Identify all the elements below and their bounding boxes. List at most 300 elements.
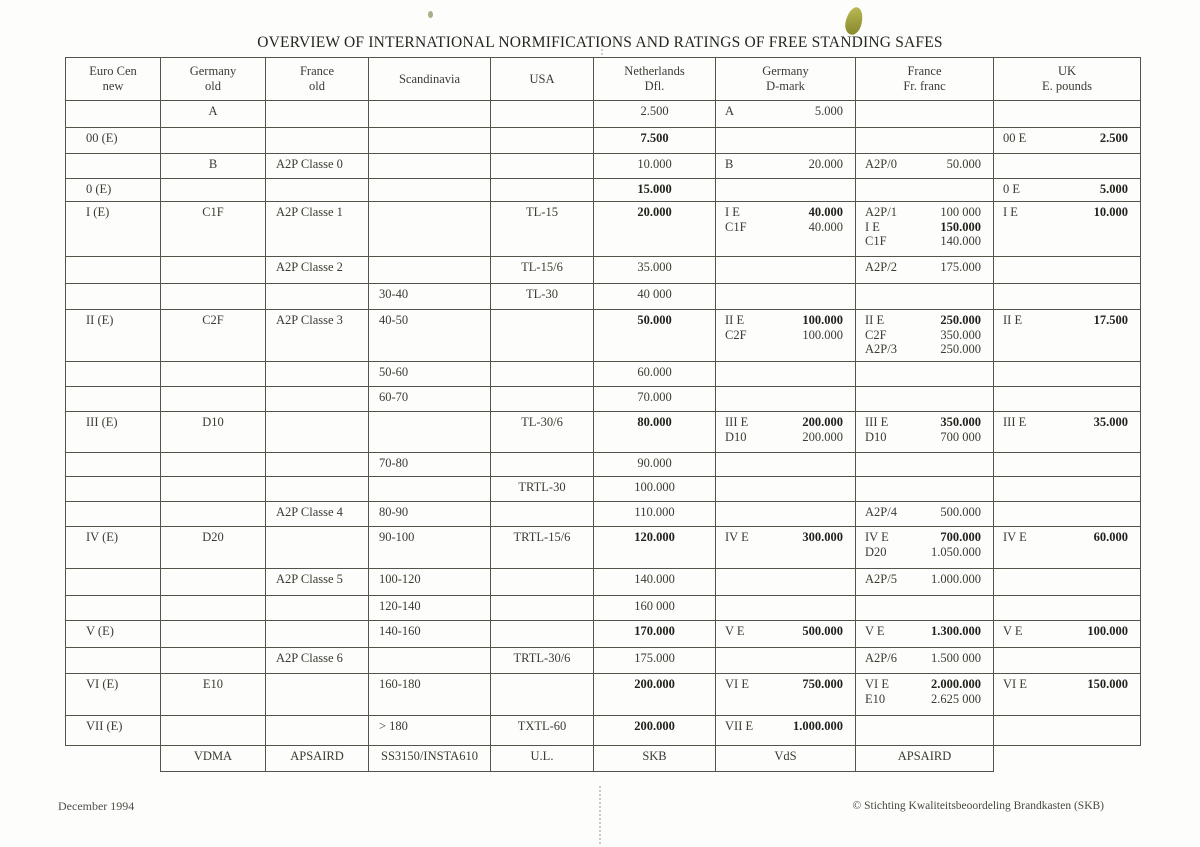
table-cell (369, 527, 491, 569)
column-header-line1: Germany (189, 64, 237, 78)
pair-key: D10 (865, 429, 887, 444)
pair-value: 350.000 (940, 415, 981, 429)
pair-key: VI E (865, 677, 889, 691)
table-cell (369, 569, 491, 596)
cell-text: C2F (202, 313, 224, 327)
table-cell (994, 621, 1141, 648)
pair-key: D20 (865, 544, 887, 559)
table-cell (856, 716, 994, 746)
table-cell (66, 257, 161, 284)
pair-key: IV E (725, 530, 749, 544)
table-cell (716, 621, 856, 648)
table-cell (594, 477, 716, 502)
table-cell (994, 154, 1141, 179)
cell-text: III (E) (86, 415, 118, 429)
table-row (66, 569, 1141, 596)
pair-value: 2.500 (1099, 131, 1128, 145)
table-cell (266, 648, 369, 674)
table-cell (161, 362, 266, 387)
table-cell (369, 179, 491, 202)
pair-value: 5.000 (814, 104, 843, 118)
table-cell (161, 453, 266, 477)
table-cell (66, 648, 161, 674)
column-header (369, 58, 491, 101)
column-header-line1: France (907, 64, 942, 78)
table-cell (856, 154, 994, 179)
pair-key: II E (725, 313, 745, 327)
table-cell (594, 310, 716, 362)
pair-key: A2P/4 (865, 505, 897, 519)
table-cell (66, 453, 161, 477)
column-header-line1: UK (1057, 64, 1077, 78)
table-row (66, 412, 1141, 453)
table-cell (856, 527, 994, 569)
pair-line (725, 677, 843, 692)
table-cell (716, 257, 856, 284)
table-cell (856, 310, 994, 362)
cell-text: 40 000 (637, 287, 672, 301)
table-cell (594, 621, 716, 648)
table-cell (369, 453, 491, 477)
cell-text: U.L. (530, 749, 554, 763)
pair-line (865, 677, 981, 692)
pair-line (1003, 182, 1128, 197)
cell-text: IV (E) (86, 530, 119, 544)
column-header (716, 58, 856, 101)
table-cell (594, 179, 716, 202)
cell-text: D10 (202, 415, 224, 429)
pair-line (865, 415, 981, 430)
table-cell (594, 101, 716, 128)
table-cell (491, 674, 594, 716)
table-cell (161, 412, 266, 453)
table-row (66, 477, 1141, 502)
pair-line (865, 530, 981, 545)
table-cell (491, 154, 594, 179)
table-cell (161, 477, 266, 502)
table-cell (716, 716, 856, 746)
pair-line (865, 234, 981, 249)
cell-text: 90.000 (637, 456, 672, 470)
cell-text: 15.000 (637, 182, 672, 196)
table-cell (491, 477, 594, 502)
cell-text: > 180 (379, 719, 408, 733)
column-header-line1: USA (529, 71, 555, 86)
pair-value: 5.000 (1099, 182, 1128, 196)
page-title: OVERVIEW OF INTERNATIONAL NORMIFICATIONS AND RATINGS OF FREE STANDING SAFES (257, 34, 943, 51)
pair-key: IV E (865, 530, 889, 544)
table-row (66, 746, 1141, 772)
cell-text: VDMA (193, 749, 233, 763)
pair-key: II E (1003, 313, 1023, 327)
pair-line (1003, 530, 1128, 545)
table-cell (716, 453, 856, 477)
table-cell (266, 154, 369, 179)
table-cell (716, 674, 856, 716)
table-cell (266, 716, 369, 746)
table-row (66, 648, 1141, 674)
column-header-line1: Euro Cen (89, 64, 137, 78)
table-cell (66, 502, 161, 527)
pair-line (865, 328, 981, 343)
footer-date: December 1994 (58, 799, 135, 813)
pair-key: C2F (865, 327, 887, 342)
column-header (994, 58, 1141, 101)
table-row (66, 362, 1141, 387)
table-cell (161, 746, 266, 772)
table-cell (369, 310, 491, 362)
table-row (66, 154, 1141, 179)
cell-text: A2P Classe 5 (276, 572, 343, 586)
pair-value: 150.000 (940, 219, 981, 234)
table-cell (491, 453, 594, 477)
pair-line (725, 328, 843, 343)
table-cell (594, 128, 716, 154)
pair-key: A (725, 104, 735, 118)
table-cell (994, 310, 1141, 362)
header-row (66, 58, 1141, 101)
table-cell (266, 674, 369, 716)
table-cell (369, 362, 491, 387)
pair-key: VII E (725, 719, 754, 733)
table-cell (66, 716, 161, 746)
table-cell (266, 477, 369, 502)
column-header-line2: Dfl. (644, 79, 665, 93)
table-cell (369, 257, 491, 284)
pair-line (865, 220, 981, 235)
cell-text: II (E) (86, 313, 114, 327)
table-cell (266, 128, 369, 154)
table-row (66, 596, 1141, 621)
table-cell (856, 412, 994, 453)
scan-crease-bottom (599, 786, 601, 844)
cell-text: TL-15/6 (521, 260, 563, 274)
pair-line (1003, 205, 1128, 220)
table-cell (856, 453, 994, 477)
table-cell (856, 202, 994, 257)
table-cell (994, 202, 1141, 257)
table-cell (594, 362, 716, 387)
table-cell (716, 101, 856, 128)
table-cell (161, 674, 266, 716)
cell-text: 2.500 (640, 104, 669, 118)
table-cell (369, 596, 491, 621)
table-cell (716, 596, 856, 621)
cell-text: 100-120 (379, 572, 421, 586)
pair-line (865, 572, 981, 587)
table-cell (491, 716, 594, 746)
pair-value: 350.000 (940, 327, 981, 342)
cell-text: 175.000 (634, 651, 675, 665)
cell-text: A (208, 104, 218, 118)
table-cell (266, 746, 369, 772)
column-header-line2: old (205, 79, 221, 93)
pair-value: 140.000 (940, 234, 981, 248)
pair-key: D10 (725, 429, 747, 444)
cell-text: 30-40 (379, 287, 409, 301)
pair-value: 60.000 (1093, 530, 1128, 544)
table-cell (594, 674, 716, 716)
cell-text: VI (E) (86, 677, 119, 691)
table-row (66, 502, 1141, 527)
cell-text: A2P Classe 1 (276, 205, 343, 219)
pair-value: 250.000 (940, 342, 981, 356)
pair-line (725, 205, 843, 220)
pair-key: V E (865, 624, 885, 638)
cell-text: A2P Classe 2 (276, 260, 343, 274)
table-cell (66, 569, 161, 596)
table-cell (66, 310, 161, 362)
pair-line (865, 205, 981, 220)
pair-value: 100.000 (802, 327, 843, 342)
cell-text: 170.000 (634, 624, 675, 638)
table-row (66, 257, 1141, 284)
pair-line (725, 220, 843, 235)
table-cell (491, 202, 594, 257)
table-cell (66, 596, 161, 621)
cell-text: 200.000 (634, 719, 675, 733)
pair-key: III E (865, 415, 889, 429)
table-cell (994, 674, 1141, 716)
table-cell (266, 284, 369, 310)
table-cell (716, 746, 856, 772)
cell-text: A2P Classe 4 (276, 505, 343, 519)
table-cell (856, 387, 994, 412)
cell-text: APSAIRD (897, 749, 952, 763)
pair-key: VI E (725, 677, 749, 691)
table-cell (491, 179, 594, 202)
table-body (66, 101, 1141, 772)
table-cell (716, 412, 856, 453)
table-cell (594, 527, 716, 569)
column-header-line2: D-mark (766, 79, 805, 93)
pair-line (865, 313, 981, 328)
pair-line (725, 530, 843, 545)
table-cell (716, 154, 856, 179)
table-cell (594, 596, 716, 621)
table-cell (66, 477, 161, 502)
cell-text: A2P Classe 0 (276, 157, 343, 171)
cell-text: VdS (774, 749, 797, 763)
table-cell (266, 362, 369, 387)
table-cell (716, 648, 856, 674)
table-cell (369, 648, 491, 674)
pair-key: C1F (865, 234, 887, 248)
leaf-stain (843, 5, 865, 36)
pair-value: 2.625 000 (931, 691, 981, 706)
cell-text: A2P Classe 3 (276, 313, 343, 327)
table-row (66, 621, 1141, 648)
cell-text: 160 000 (634, 599, 675, 613)
pair-key: A2P/2 (865, 260, 897, 274)
pair-key: A2P/1 (865, 205, 897, 219)
table-cell (716, 310, 856, 362)
pair-value: 100 000 (940, 205, 981, 219)
pair-line (865, 342, 981, 357)
table-cell (161, 202, 266, 257)
table-cell (594, 746, 716, 772)
cell-text: APSAIRD (290, 749, 344, 763)
pair-key: A2P/5 (865, 572, 897, 586)
table-row (66, 453, 1141, 477)
pair-key: A2P/3 (865, 342, 897, 356)
column-header-line1: Netherlands (624, 64, 685, 78)
table-cell (161, 596, 266, 621)
table-cell (266, 453, 369, 477)
table-cell (161, 128, 266, 154)
table-cell (491, 621, 594, 648)
safes-table (65, 57, 1141, 772)
pair-value: 175.000 (940, 260, 981, 274)
table-cell (266, 527, 369, 569)
table-cell (594, 716, 716, 746)
table-cell (491, 284, 594, 310)
pair-key: VI E (1003, 677, 1027, 691)
table-cell (716, 477, 856, 502)
cell-text: SKB (642, 749, 667, 763)
pair-line (865, 260, 981, 275)
table-cell (856, 179, 994, 202)
pair-value: 500.000 (940, 505, 981, 519)
table-cell (716, 179, 856, 202)
cell-text: 120-140 (379, 599, 421, 613)
table-cell (66, 746, 161, 772)
table-cell (266, 179, 369, 202)
table-row (66, 284, 1141, 310)
cell-text: 00 (E) (86, 131, 118, 145)
table-cell (66, 284, 161, 310)
table-cell (594, 257, 716, 284)
table-cell (994, 128, 1141, 154)
cell-text: TXTL-60 (517, 719, 567, 733)
table-cell (716, 202, 856, 257)
column-header-line1: Scandinavia (398, 71, 461, 86)
cell-text: TL-30 (526, 287, 558, 301)
table-cell (161, 154, 266, 179)
table-cell (161, 310, 266, 362)
table-cell (66, 101, 161, 128)
table-cell (994, 716, 1141, 746)
table-cell (594, 569, 716, 596)
table-cell (994, 101, 1141, 128)
table-row (66, 527, 1141, 569)
pair-key: IV E (1003, 530, 1027, 544)
table-cell (369, 128, 491, 154)
table-cell (491, 502, 594, 527)
pair-value: 20.000 (808, 157, 843, 171)
cell-text: B (208, 157, 218, 171)
pair-key: 00 E (1003, 131, 1027, 145)
cell-text: 20.000 (637, 205, 672, 219)
cell-text: 90-100 (379, 530, 415, 544)
cell-text: A2P Classe 6 (276, 651, 343, 665)
pair-key: A2P/0 (865, 157, 897, 171)
table-cell (369, 154, 491, 179)
pair-key: III E (725, 415, 749, 429)
table-cell (856, 284, 994, 310)
table-cell (856, 257, 994, 284)
table-cell (369, 746, 491, 772)
pair-value: 700.000 (940, 530, 981, 544)
pair-value: 40.000 (808, 219, 843, 234)
pair-value: 1.000.000 (931, 572, 981, 586)
table-cell (369, 674, 491, 716)
pair-line (725, 157, 843, 172)
table-cell (594, 154, 716, 179)
table-row (66, 128, 1141, 154)
pair-line (865, 692, 981, 707)
table-cell (716, 284, 856, 310)
table-cell (994, 257, 1141, 284)
table-header (66, 58, 1141, 101)
pair-line (1003, 131, 1128, 146)
table-row (66, 310, 1141, 362)
table-cell (491, 310, 594, 362)
table-cell (994, 477, 1141, 502)
table-row (66, 101, 1141, 128)
table-cell (66, 179, 161, 202)
pair-key: A2P/6 (865, 651, 897, 665)
table-cell (491, 527, 594, 569)
table-cell (716, 128, 856, 154)
table-cell (856, 648, 994, 674)
table-row (66, 179, 1141, 202)
table-cell (856, 128, 994, 154)
cell-text: 70-80 (379, 456, 409, 470)
pair-line (865, 505, 981, 520)
pair-line (865, 545, 981, 560)
pair-value: 700 000 (940, 429, 981, 444)
table-cell (716, 527, 856, 569)
cell-text: SS3150/INSTA610 (381, 749, 478, 763)
cell-text: 50.000 (637, 313, 672, 327)
pair-key: V E (725, 624, 745, 638)
table-cell (491, 746, 594, 772)
table-cell (266, 310, 369, 362)
table-cell (66, 412, 161, 453)
table-cell (994, 284, 1141, 310)
table-cell (491, 648, 594, 674)
table-cell (994, 527, 1141, 569)
column-header (266, 58, 369, 101)
pair-value: 200.000 (802, 429, 843, 444)
table-cell (594, 502, 716, 527)
table-cell (856, 674, 994, 716)
table-cell (266, 502, 369, 527)
table-cell (594, 648, 716, 674)
table-cell (161, 387, 266, 412)
pair-line (725, 430, 843, 445)
table-cell (266, 202, 369, 257)
table-cell (594, 453, 716, 477)
cell-text: 140.000 (634, 572, 675, 586)
cell-text: 40-50 (379, 313, 409, 327)
table-cell (161, 716, 266, 746)
pair-line (865, 157, 981, 172)
table-cell (369, 202, 491, 257)
cell-text: E10 (202, 677, 224, 691)
column-header-line1: Germany (762, 64, 809, 78)
pair-line (725, 719, 843, 734)
cell-text: 80.000 (637, 415, 672, 429)
cell-text: 120.000 (634, 530, 675, 544)
table-cell (716, 569, 856, 596)
pair-value: 500.000 (802, 624, 843, 638)
cell-text: 0 (E) (86, 182, 112, 196)
cell-text: 110.000 (634, 505, 675, 519)
pair-value: 2.000.000 (931, 677, 981, 691)
table-cell (994, 596, 1141, 621)
